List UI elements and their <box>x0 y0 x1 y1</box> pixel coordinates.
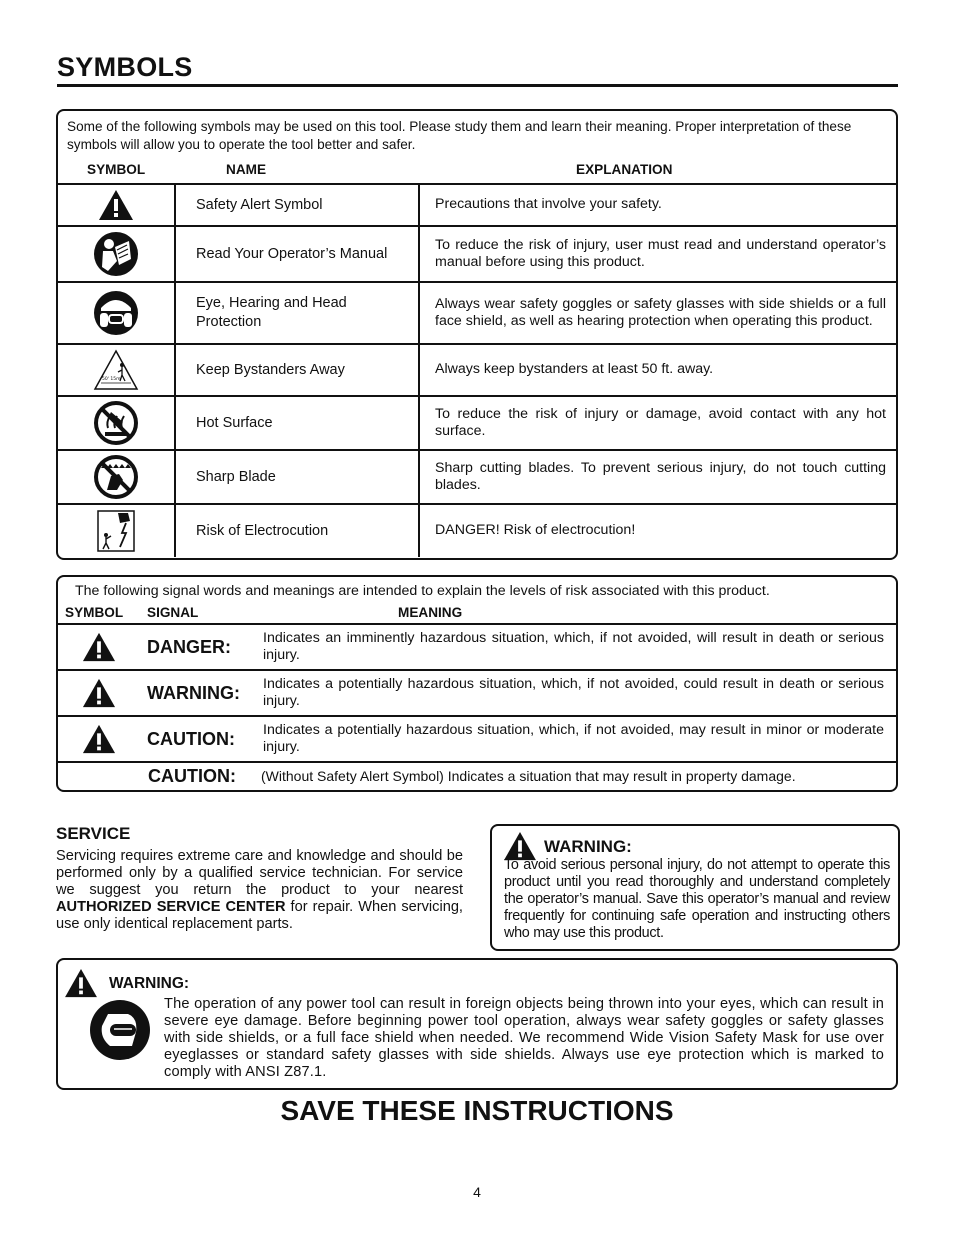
table-row <box>58 281 896 343</box>
safety-alert-icon <box>98 189 134 221</box>
manual-warning-box <box>490 824 900 951</box>
table-row <box>58 395 896 449</box>
save-instructions-heading: SAVE THESE INSTRUCTIONS <box>280 1095 674 1126</box>
symbol-explanation: To reduce the risk of injury, user must read and understand operator’s manual before using this product. <box>435 236 886 270</box>
symbol-name: Safety Alert Symbol <box>176 185 420 225</box>
signal-words-table <box>56 575 898 792</box>
service-text-end: for repair. When servicing, use only identical replacement parts. <box>56 899 463 932</box>
warning-body: The operation of any power tool can result in foreign objects being thrown into your eyes, which can result in severe eye damage. Before beginning power tool operation, always wear safety goggles or safety glasses with side shields, or a full face shield when needed. We recommend Wide Vision Safety Mask for use over eyeglasses or standard safety glasses with side shields. Always use eye protection which is marked to comply with ANSI Z87.1. <box>164 996 884 1080</box>
electrocution-icon <box>96 509 136 553</box>
symbols-table <box>56 109 898 560</box>
read-manual-icon <box>93 231 139 277</box>
symbol-explanation: Precautions that involve your safety. <box>435 196 662 213</box>
signal-word: DANGER: <box>147 636 231 657</box>
table-row <box>58 343 896 395</box>
warning-title: WARNING: <box>109 975 190 992</box>
eye-protection-warning-box <box>56 958 898 1090</box>
service-title: SERVICE <box>56 824 131 843</box>
table-row <box>58 503 896 557</box>
safety-alert-icon <box>64 968 98 998</box>
hot-surface-icon <box>93 400 139 446</box>
symbol-name: Risk of Electrocution <box>176 505 420 557</box>
table-row <box>58 761 896 790</box>
symbol-explanation: Sharp cutting blades. To prevent serious injury, do not touch cutting blades. <box>435 459 886 493</box>
symbols-intro: Some of the following symbols may be used on this tool. Please study them and learn their meaning. Proper interpretation of these symbols will allow you to operate the tool better and safer. <box>67 119 852 152</box>
bystander-distance-text: 50' 15m <box>102 377 121 382</box>
signal-meaning: Indicates a potentially hazardous situation, which, if not avoided, may result in minor or moderate injury. <box>263 721 884 755</box>
symbol-name: Eye, Hearing and Head Protection <box>176 283 420 343</box>
title-rule <box>57 84 898 87</box>
page-title: SYMBOLS <box>57 52 193 82</box>
signals-intro: The following signal words and meanings are intended to explain the levels of risk associated with this product. <box>75 583 770 599</box>
safety-alert-icon <box>82 723 116 755</box>
service-body <box>56 848 463 933</box>
col-header-signal: SIGNAL <box>147 605 199 620</box>
warning-body: To avoid serious personal injury, do not attempt to operate this product until you read thoroughly and understand completely the operator’s manual. Save this operator’s manual and review frequently for continuing safe operation and instructing others who may use this product. <box>504 857 890 941</box>
table-row <box>58 449 896 503</box>
symbol-name: Hot Surface <box>176 397 420 449</box>
page-number: 4 <box>473 1184 481 1200</box>
table-row <box>58 225 896 281</box>
keep-bystanders-away-icon <box>93 349 139 391</box>
table-row <box>58 183 896 225</box>
col-header-meaning: MEANING <box>398 605 463 620</box>
col-header-symbol: SYMBOL <box>65 605 124 620</box>
signal-meaning: Indicates a potentially hazardous situation, which, if not avoided, could result in death or serious injury. <box>263 675 884 709</box>
col-header-symbol: SYMBOL <box>87 162 146 177</box>
symbol-explanation: Always keep bystanders at least 50 ft. away. <box>435 361 714 378</box>
safety-alert-icon <box>82 677 116 709</box>
symbol-explanation: Always wear safety goggles or safety glasses with side shields or a full face shield, as well as hearing protection when operating this product. <box>435 295 886 329</box>
signal-meaning: (Without Safety Alert Symbol) Indicates a situation that may result in property damage. <box>261 767 796 784</box>
symbol-name: Read Your Operator’s Manual <box>176 227 420 281</box>
signal-word: WARNING: <box>147 682 240 703</box>
symbol-explanation: To reduce the risk of injury or damage, avoid contact with any hot surface. <box>435 405 886 439</box>
signal-meaning: Indicates an imminently hazardous situation, which, if not avoided, will result in death or serious injury. <box>263 629 884 663</box>
symbol-name: Keep Bystanders Away <box>176 345 420 395</box>
signal-word: CAUTION: <box>147 728 235 749</box>
col-header-name: NAME <box>226 162 267 177</box>
safety-goggles-icon <box>88 998 152 1062</box>
warning-title: WARNING: <box>544 837 632 856</box>
sharp-blade-icon <box>93 454 139 500</box>
safety-alert-icon <box>82 631 116 663</box>
table-row <box>58 669 896 715</box>
signal-word: CAUTION: <box>148 766 236 786</box>
col-header-explanation: EXPLANATION <box>576 162 673 177</box>
eye-hearing-head-protection-icon <box>93 290 139 336</box>
service-center-text: AUTHORIZED SERVICE CENTER <box>56 899 286 915</box>
table-row <box>58 623 896 669</box>
symbol-name: Sharp Blade <box>176 451 420 503</box>
service-text: Servicing requires extreme care and knowledge and should be performed only by a qualified service technician. For service we suggest you return the product to your nearest <box>56 848 463 898</box>
symbol-explanation: DANGER! Risk of electrocution! <box>435 522 636 539</box>
table-row <box>58 715 896 761</box>
